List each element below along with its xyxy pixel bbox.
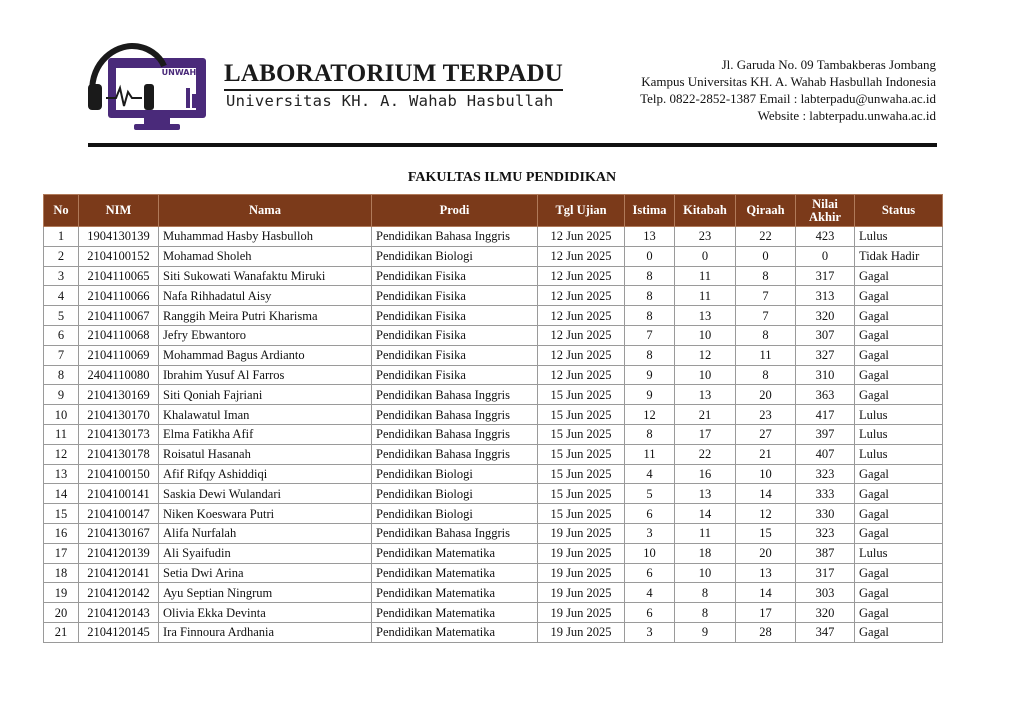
cell-nim: 2104120141 [79, 563, 159, 583]
cell-tgl-ujian: 19 Jun 2025 [538, 523, 625, 543]
cell-prodi: Pendidikan Fisika [372, 325, 538, 345]
cell-nilai-akhir: 320 [796, 306, 855, 326]
cell-nilai-akhir: 333 [796, 484, 855, 504]
cell-prodi: Pendidikan Bahasa Inggris [372, 385, 538, 405]
cell-nilai-akhir: 417 [796, 405, 855, 425]
cell-tgl-ujian: 19 Jun 2025 [538, 543, 625, 563]
address-block [640, 56, 936, 124]
cell-nilai-akhir: 313 [796, 286, 855, 306]
cell-qiraah: 13 [736, 563, 796, 583]
cell-nama: Afif Rifqy Ashiddiqi [159, 464, 372, 484]
cell-nilai-akhir: 397 [796, 424, 855, 444]
cell-prodi: Pendidikan Fisika [372, 306, 538, 326]
cell-qiraah: 28 [736, 622, 796, 642]
cell-qiraah: 7 [736, 286, 796, 306]
cell-qiraah: 10 [736, 464, 796, 484]
cell-nim: 2104130169 [79, 385, 159, 405]
cell-no: 18 [44, 563, 79, 583]
cell-prodi: Pendidikan Matematika [372, 622, 538, 642]
cell-istima: 10 [625, 543, 675, 563]
cell-istima: 6 [625, 563, 675, 583]
cell-tgl-ujian: 19 Jun 2025 [538, 622, 625, 642]
cell-no: 2 [44, 246, 79, 266]
cell-prodi: Pendidikan Fisika [372, 286, 538, 306]
cell-nama: Muhammad Hasby Hasbulloh [159, 227, 372, 247]
cell-nama: Alifa Nurfalah [159, 523, 372, 543]
cell-tgl-ujian: 15 Jun 2025 [538, 405, 625, 425]
col-header-no: No [44, 195, 79, 227]
cell-nim: 2104130178 [79, 444, 159, 464]
cell-tgl-ujian: 12 Jun 2025 [538, 286, 625, 306]
cell-no: 7 [44, 345, 79, 365]
results-table [43, 194, 943, 643]
cell-qiraah: 23 [736, 405, 796, 425]
cell-nama: Mohamad Sholeh [159, 246, 372, 266]
cell-status: Gagal [855, 603, 943, 623]
cell-istima: 4 [625, 464, 675, 484]
table-row [44, 385, 943, 405]
cell-qiraah: 20 [736, 543, 796, 563]
cell-status: Gagal [855, 563, 943, 583]
cell-no: 4 [44, 286, 79, 306]
cell-nim: 2104130167 [79, 523, 159, 543]
cell-nilai-akhir: 407 [796, 444, 855, 464]
cell-nilai-akhir: 310 [796, 365, 855, 385]
cell-qiraah: 7 [736, 306, 796, 326]
cell-nama: Siti Qoniah Fajriani [159, 385, 372, 405]
cell-kitabah: 16 [675, 464, 736, 484]
cell-tgl-ujian: 12 Jun 2025 [538, 325, 625, 345]
cell-qiraah: 8 [736, 266, 796, 286]
cell-nim: 2104120143 [79, 603, 159, 623]
cell-no: 19 [44, 583, 79, 603]
table-row [44, 444, 943, 464]
cell-prodi: Pendidikan Matematika [372, 603, 538, 623]
cell-qiraah: 15 [736, 523, 796, 543]
cell-no: 1 [44, 227, 79, 247]
cell-prodi: Pendidikan Matematika [372, 543, 538, 563]
table-row [44, 424, 943, 444]
cell-qiraah: 11 [736, 345, 796, 365]
website-line: Website : labterpadu.unwaha.ac.id [757, 108, 936, 123]
cell-status: Lulus [855, 405, 943, 425]
cell-istima: 8 [625, 306, 675, 326]
cell-status: Gagal [855, 345, 943, 365]
cell-kitabah: 9 [675, 622, 736, 642]
cell-nilai-akhir: 323 [796, 523, 855, 543]
cell-tgl-ujian: 15 Jun 2025 [538, 484, 625, 504]
cell-no: 11 [44, 424, 79, 444]
table-row [44, 622, 943, 642]
cell-nim: 2104100150 [79, 464, 159, 484]
cell-qiraah: 8 [736, 365, 796, 385]
cell-tgl-ujian: 15 Jun 2025 [538, 424, 625, 444]
cell-kitabah: 11 [675, 286, 736, 306]
faculty-title: FAKULTAS ILMU PENDIDIKAN [407, 170, 617, 185]
cell-nilai-akhir: 320 [796, 603, 855, 623]
cell-qiraah: 17 [736, 603, 796, 623]
cell-qiraah: 8 [736, 325, 796, 345]
cell-nilai-akhir: 323 [796, 464, 855, 484]
cell-nim: 2104110069 [79, 345, 159, 365]
cell-kitabah: 13 [675, 484, 736, 504]
cell-status: Gagal [855, 365, 943, 385]
cell-istima: 7 [625, 325, 675, 345]
cell-nim: 2104110065 [79, 266, 159, 286]
cell-kitabah: 23 [675, 227, 736, 247]
cell-nama: Siti Sukowati Wanafaktu Miruki [159, 266, 372, 286]
table-header-row [44, 195, 943, 227]
cell-kitabah: 13 [675, 385, 736, 405]
cell-no: 13 [44, 464, 79, 484]
cell-prodi: Pendidikan Biologi [372, 504, 538, 524]
cell-no: 14 [44, 484, 79, 504]
cell-status: Gagal [855, 266, 943, 286]
cell-nim: 2104130173 [79, 424, 159, 444]
cell-nama: Setia Dwi Arina [159, 563, 372, 583]
cell-no: 15 [44, 504, 79, 524]
cell-prodi: Pendidikan Biologi [372, 464, 538, 484]
cell-kitabah: 22 [675, 444, 736, 464]
cell-tgl-ujian: 12 Jun 2025 [538, 345, 625, 365]
table-row [44, 365, 943, 385]
cell-nim: 2104100147 [79, 504, 159, 524]
lab-subtitle: Universitas KH. A. Wahab Hasbullah [226, 92, 554, 110]
cell-istima: 0 [625, 246, 675, 266]
cell-status: Gagal [855, 464, 943, 484]
cell-status: Lulus [855, 424, 943, 444]
cell-tgl-ujian: 19 Jun 2025 [538, 563, 625, 583]
cell-nilai-akhir: 330 [796, 504, 855, 524]
cell-istima: 12 [625, 405, 675, 425]
cell-istima: 13 [625, 227, 675, 247]
table-row [44, 345, 943, 365]
cell-nama: Ibrahim Yusuf Al Farros [159, 365, 372, 385]
cell-status: Gagal [855, 583, 943, 603]
cell-nama: Saskia Dewi Wulandari [159, 484, 372, 504]
cell-prodi: Pendidikan Fisika [372, 266, 538, 286]
cell-status: Gagal [855, 484, 943, 504]
cell-tgl-ujian: 12 Jun 2025 [538, 266, 625, 286]
cell-kitabah: 17 [675, 424, 736, 444]
cell-tgl-ujian: 12 Jun 2025 [538, 306, 625, 326]
cell-nim: 2104110068 [79, 325, 159, 345]
cell-kitabah: 0 [675, 246, 736, 266]
cell-nim: 2104100152 [79, 246, 159, 266]
cell-nama: Jefry Ebwantoro [159, 325, 372, 345]
cell-status: Lulus [855, 227, 943, 247]
cell-tgl-ujian: 12 Jun 2025 [538, 365, 625, 385]
cell-prodi: Pendidikan Fisika [372, 345, 538, 365]
cell-prodi: Pendidikan Bahasa Inggris [372, 444, 538, 464]
cell-istima: 6 [625, 603, 675, 623]
col-header-nama: Nama [159, 195, 372, 227]
col-header-kitabah: Kitabah [675, 195, 736, 227]
cell-qiraah: 14 [736, 484, 796, 504]
cell-istima: 3 [625, 523, 675, 543]
cell-nim: 2104120142 [79, 583, 159, 603]
cell-no: 6 [44, 325, 79, 345]
cell-nim: 2104130170 [79, 405, 159, 425]
col-header-status: Status [855, 195, 943, 227]
cell-istima: 8 [625, 266, 675, 286]
cell-nama: Ayu Septian Ningrum [159, 583, 372, 603]
table-row [44, 266, 943, 286]
cell-nama: Khalawatul Iman [159, 405, 372, 425]
header-divider [88, 143, 937, 147]
cell-status: Gagal [855, 385, 943, 405]
cell-kitabah: 10 [675, 563, 736, 583]
cell-qiraah: 20 [736, 385, 796, 405]
cell-no: 9 [44, 385, 79, 405]
cell-nim: 1904130139 [79, 227, 159, 247]
col-header-qiraah: Qiraah [736, 195, 796, 227]
cell-status: Gagal [855, 622, 943, 642]
address-line: Kampus Universitas KH. A. Wahab Hasbullah Indonesia [641, 74, 936, 89]
cell-qiraah: 22 [736, 227, 796, 247]
cell-nama: Ali Syaifudin [159, 543, 372, 563]
cell-nim: 2104100141 [79, 484, 159, 504]
cell-nim: 2104110067 [79, 306, 159, 326]
cell-kitabah: 18 [675, 543, 736, 563]
cell-nama: Mohammad Bagus Ardianto [159, 345, 372, 365]
cell-no: 5 [44, 306, 79, 326]
cell-nim: 2404110080 [79, 365, 159, 385]
cell-no: 3 [44, 266, 79, 286]
cell-prodi: Pendidikan Biologi [372, 484, 538, 504]
table-row [44, 563, 943, 583]
lab-logo [86, 40, 212, 134]
cell-qiraah: 0 [736, 246, 796, 266]
cell-nim: 2104120139 [79, 543, 159, 563]
cell-kitabah: 8 [675, 603, 736, 623]
cell-istima: 8 [625, 424, 675, 444]
cell-nilai-akhir: 0 [796, 246, 855, 266]
cell-status: Gagal [855, 325, 943, 345]
table-row [44, 583, 943, 603]
letterhead [0, 0, 1024, 160]
col-header-nilai-akhir: Nilai Akhir [796, 195, 855, 227]
cell-prodi: Pendidikan Bahasa Inggris [372, 424, 538, 444]
cell-tgl-ujian: 19 Jun 2025 [538, 583, 625, 603]
cell-no: 20 [44, 603, 79, 623]
cell-tgl-ujian: 12 Jun 2025 [538, 227, 625, 247]
cell-qiraah: 21 [736, 444, 796, 464]
cell-no: 10 [44, 405, 79, 425]
cell-status: Gagal [855, 504, 943, 524]
lab-title: LABORATORIUM TERPADU [224, 60, 563, 91]
cell-kitabah: 11 [675, 266, 736, 286]
table-row [44, 306, 943, 326]
table-row [44, 603, 943, 623]
cell-nilai-akhir: 303 [796, 583, 855, 603]
cell-kitabah: 12 [675, 345, 736, 365]
cell-kitabah: 10 [675, 365, 736, 385]
cell-istima: 8 [625, 286, 675, 306]
cell-nama: Olivia Ekka Devinta [159, 603, 372, 623]
cell-prodi: Pendidikan Matematika [372, 583, 538, 603]
table-row [44, 405, 943, 425]
col-header-prodi: Prodi [372, 195, 538, 227]
cell-prodi: Pendidikan Matematika [372, 563, 538, 583]
cell-prodi: Pendidikan Fisika [372, 365, 538, 385]
cell-nama: Nafa Rihhadatul Aisy [159, 286, 372, 306]
cell-nilai-akhir: 347 [796, 622, 855, 642]
cell-nama: Ranggih Meira Putri Kharisma [159, 306, 372, 326]
table-row [44, 246, 943, 266]
table-row [44, 325, 943, 345]
cell-status: Lulus [855, 543, 943, 563]
cell-status: Gagal [855, 286, 943, 306]
cell-prodi: Pendidikan Biologi [372, 246, 538, 266]
cell-qiraah: 12 [736, 504, 796, 524]
cell-tgl-ujian: 12 Jun 2025 [538, 246, 625, 266]
cell-tgl-ujian: 15 Jun 2025 [538, 464, 625, 484]
cell-nilai-akhir: 363 [796, 385, 855, 405]
cell-prodi: Pendidikan Bahasa Inggris [372, 405, 538, 425]
cell-no: 12 [44, 444, 79, 464]
cell-nama: Niken Koeswara Putri [159, 504, 372, 524]
table-row [44, 504, 943, 524]
cell-istima: 9 [625, 365, 675, 385]
cell-qiraah: 14 [736, 583, 796, 603]
cell-kitabah: 8 [675, 583, 736, 603]
cell-kitabah: 10 [675, 325, 736, 345]
cell-kitabah: 11 [675, 523, 736, 543]
cell-status: Gagal [855, 523, 943, 543]
cell-nim: 2104110066 [79, 286, 159, 306]
cell-prodi: Pendidikan Bahasa Inggris [372, 227, 538, 247]
cell-istima: 5 [625, 484, 675, 504]
cell-qiraah: 27 [736, 424, 796, 444]
cell-nilai-akhir: 317 [796, 563, 855, 583]
table-row [44, 484, 943, 504]
cell-kitabah: 13 [675, 306, 736, 326]
cell-kitabah: 14 [675, 504, 736, 524]
cell-nama: Ira Finnoura Ardhania [159, 622, 372, 642]
col-header-istima: Istima [625, 195, 675, 227]
cell-no: 17 [44, 543, 79, 563]
cell-tgl-ujian: 15 Jun 2025 [538, 385, 625, 405]
cell-tgl-ujian: 19 Jun 2025 [538, 603, 625, 623]
cell-nim: 2104120145 [79, 622, 159, 642]
cell-kitabah: 21 [675, 405, 736, 425]
cell-istima: 9 [625, 385, 675, 405]
cell-status: Lulus [855, 444, 943, 464]
address-line: Jl. Garuda No. 09 Tambakberas Jombang [721, 57, 936, 72]
cell-tgl-ujian: 15 Jun 2025 [538, 504, 625, 524]
table-row [44, 523, 943, 543]
cell-no: 16 [44, 523, 79, 543]
cell-nilai-akhir: 423 [796, 227, 855, 247]
cell-nilai-akhir: 387 [796, 543, 855, 563]
cell-nilai-akhir: 327 [796, 345, 855, 365]
cell-nilai-akhir: 317 [796, 266, 855, 286]
cell-nilai-akhir: 307 [796, 325, 855, 345]
cell-status: Gagal [855, 306, 943, 326]
table-row [44, 464, 943, 484]
col-header-nim: NIM [79, 195, 159, 227]
cell-tgl-ujian: 15 Jun 2025 [538, 444, 625, 464]
cell-no: 8 [44, 365, 79, 385]
cell-istima: 4 [625, 583, 675, 603]
logo-text: UNWAHA [161, 68, 203, 77]
table-row [44, 543, 943, 563]
table-body [44, 227, 943, 643]
table-row [44, 286, 943, 306]
cell-istima: 3 [625, 622, 675, 642]
cell-status: Tidak Hadir [855, 246, 943, 266]
cell-no: 21 [44, 622, 79, 642]
table-row [44, 227, 943, 247]
cell-istima: 6 [625, 504, 675, 524]
cell-prodi: Pendidikan Bahasa Inggris [372, 523, 538, 543]
cell-istima: 8 [625, 345, 675, 365]
cell-nama: Roisatul Hasanah [159, 444, 372, 464]
col-header-tgl-ujian: Tgl Ujian [538, 195, 625, 227]
cell-nama: Elma Fatikha Afif [159, 424, 372, 444]
contact-line: Telp. 0822-2852-1387 Email : labterpadu@unwaha.ac.id [640, 91, 936, 106]
cell-istima: 11 [625, 444, 675, 464]
